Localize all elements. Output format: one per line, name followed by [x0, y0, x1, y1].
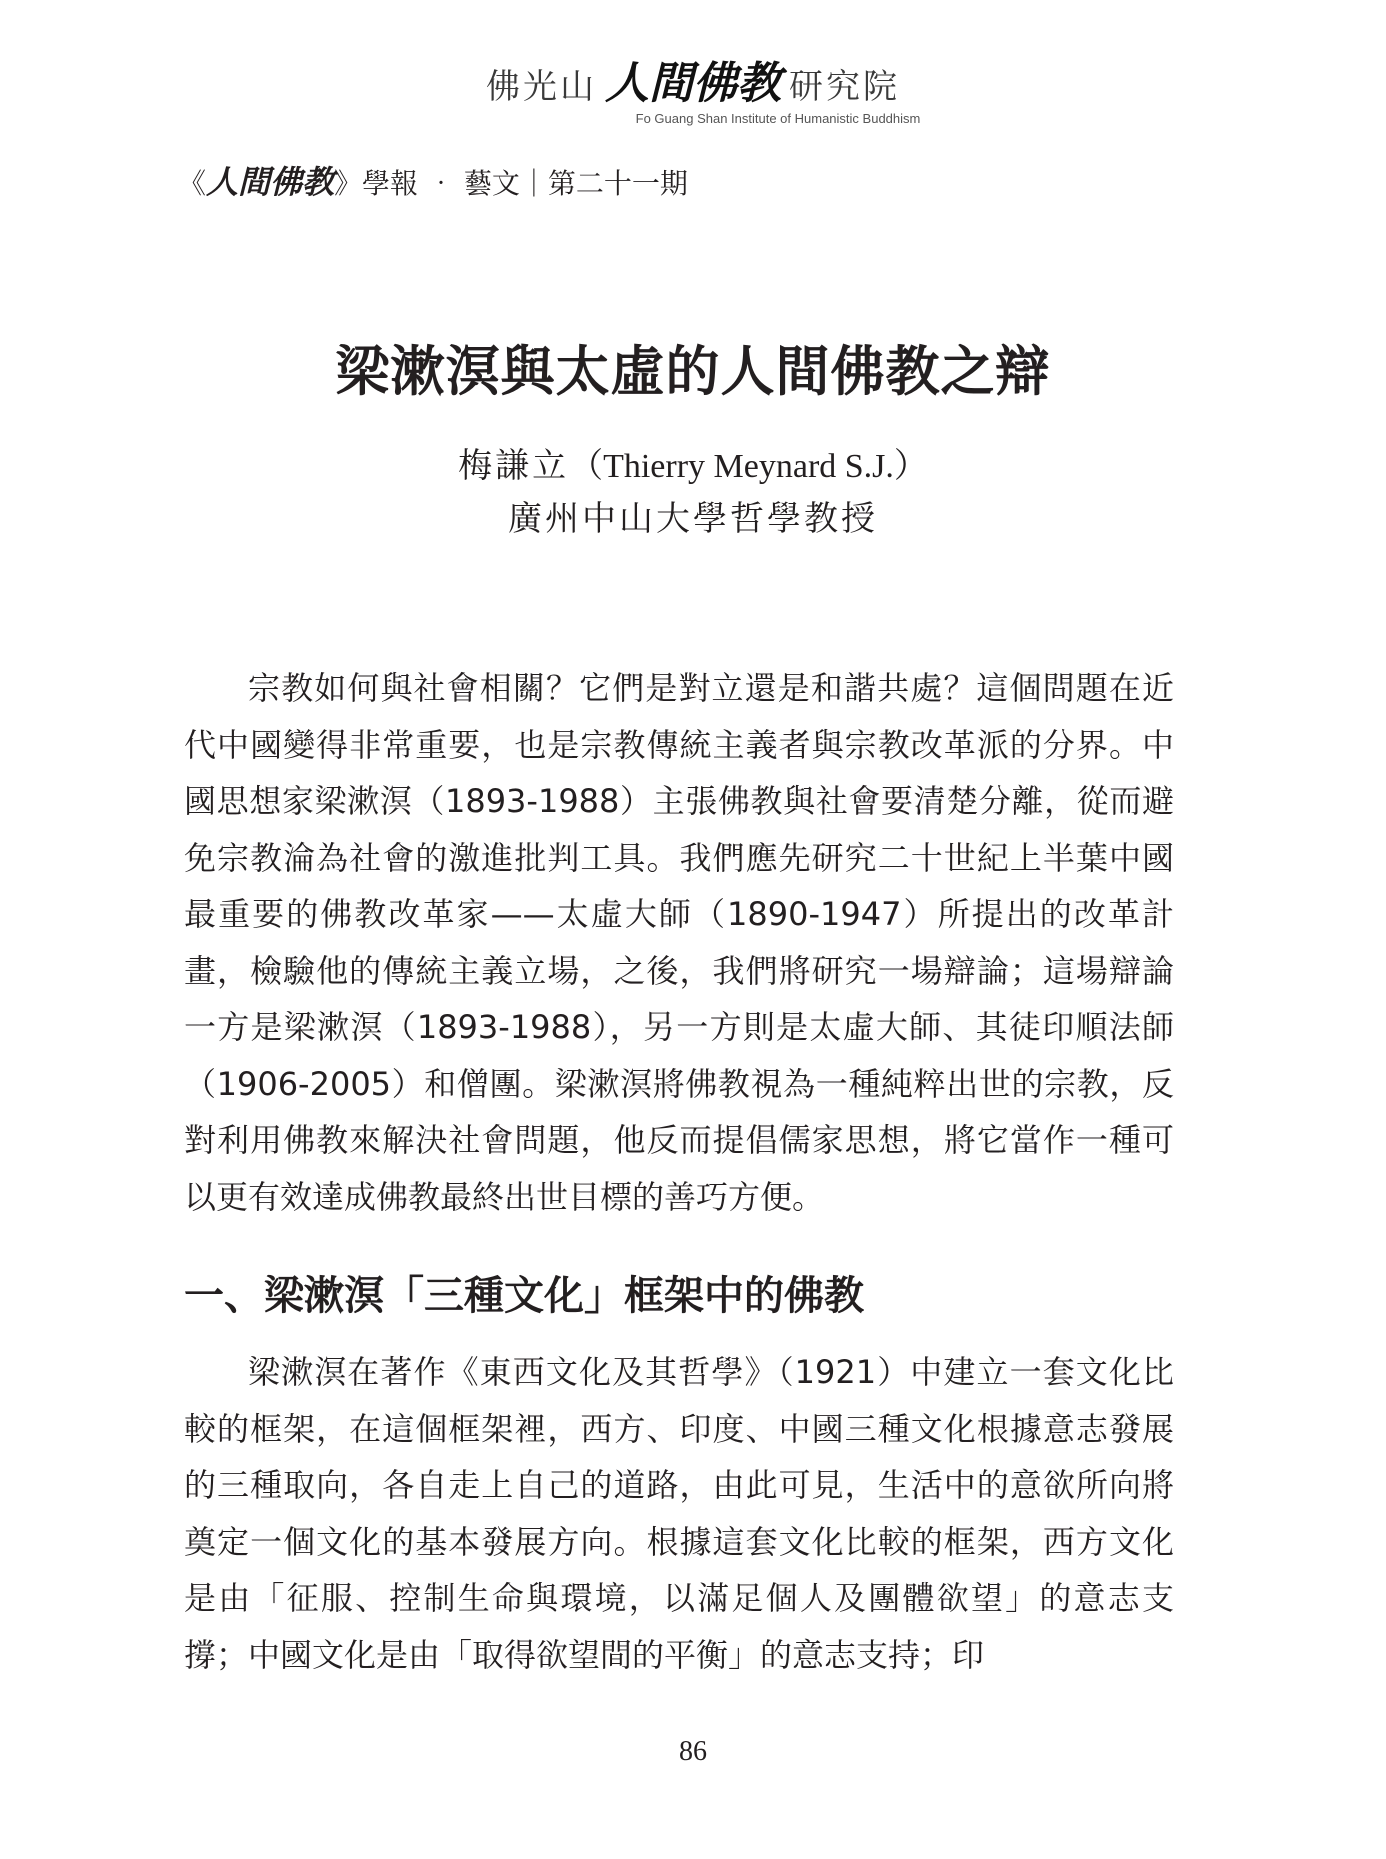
journal-issue-text: 學報 ‧ 藝文｜第二十一期 [362, 167, 688, 200]
institute-name-right: 研究院 [789, 67, 900, 107]
author-block [0, 440, 1386, 545]
institute-logo [0, 58, 1386, 109]
author-name [0, 440, 1386, 493]
institute-brush-logo: 人間佛教 [605, 58, 781, 109]
author-name-en: （Thierry Meynard S.J.） [569, 448, 928, 485]
section-1-heading: 一、梁漱溟「三種文化」框架中的佛教 [184, 1272, 864, 1319]
article-title: 梁漱溟與太虛的人間佛教之辯 [335, 339, 1051, 404]
section-1-paragraph: 梁漱溟在著作《東西文化及其哲學》（1921）中建立一套文化比較的框架，在這個框架裡，西方、印度、中國三種文化根據意志發展的三種取向，各自走上自己的道路，由此可見，生活中的意欲所向將奠定一個文化的基本發展方向。根據這套文化比較的框架，西方文化是由「征服、控制生命與環境，以滿足個人及團體欲望」的意志支撐；中國文化是由「取得欲望間的平衡」的意志支持；印 [184, 1353, 1174, 1674]
journal-brush-name: 人間佛教 [206, 163, 335, 201]
institute-header [0, 58, 1386, 126]
author-affiliation: 廣州中山大學哲學教授 [508, 499, 878, 539]
journal-open-bracket: 《 [178, 167, 207, 200]
abstract-paragraph: 宗教如何與社會相關？它們是對立還是和諧共處？這個問題在近代中國變得非常重要，也是宗教傳統主義者與宗教改革派的分界。中國思想家梁漱溟（1893-1988）主張佛教與社會要清楚分離，從而避免宗教淪為社會的激進批判工具。我們應先研究二十世紀上半葉中國最重要的佛教改革家——太虛大師（1890-1947）所提出的改革計畫，檢驗他的傳統主義立場，之後，我們將研究一場辯論；這場辯論一方是梁漱溟（1893-1988），另一方則是太虛大師、其徒印順法師（1906-2005）和僧團。梁漱溟將佛教視為一種純粹出世的宗教，反對利用佛教來解決社會問題，他反而提倡儒家思想，將它當作一種可以更有效達成佛教最終出世目標的善巧方便。 [184, 669, 1174, 1216]
journal-running-head [178, 162, 688, 204]
page-number: 86 [679, 1736, 707, 1767]
author-name-cn: 梅謙立 [458, 446, 570, 486]
institute-english-name: Fo Guang Shan Institute of Humanistic Buddhism [635, 111, 921, 126]
journal-close-bracket: 》 [334, 167, 363, 200]
institute-name-left: 佛光山 [486, 67, 597, 107]
